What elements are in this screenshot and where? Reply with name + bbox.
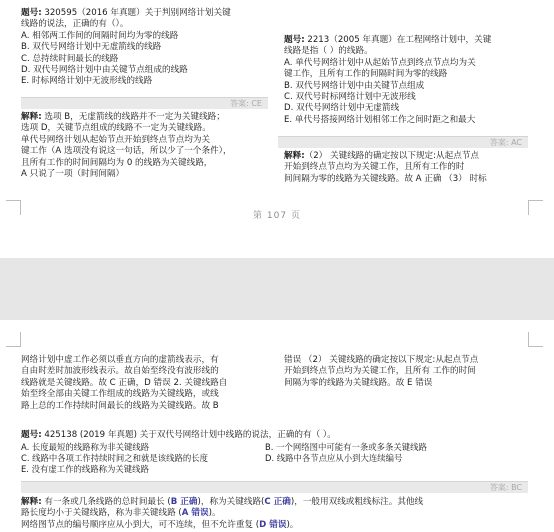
- answer-bar: 答案: AC: [278, 136, 528, 148]
- option-d: D. 双代号网络计划中由关键节点组成的线路: [21, 65, 188, 76]
- page-gap: [0, 258, 554, 320]
- explanation-text: 路长度均小于关键线路，称为非关键线路 (: [21, 508, 182, 519]
- explanation-line: 间间隔为零的线路为关键线路。故 A 正确 （3） 时标: [284, 173, 487, 184]
- option-a: A. 相邻两工作间的间隔时间均为零的线路: [21, 30, 179, 41]
- document-page-107: [0, 0, 554, 258]
- question-title: 320595（2016 年真题）关于判别网络计划关键: [41, 8, 231, 18]
- document-page-108: [0, 320, 554, 532]
- explanation-continued-right: [284, 355, 478, 389]
- explanation-text: )，称为关键线路(: [197, 497, 265, 507]
- text-line: 路上总的工作持续时间最长的线路为关键线路。故 B: [21, 400, 219, 411]
- explanation-line: 开始到终点节点均为关键工作，且所有工作的时: [284, 162, 465, 173]
- explanation-line: 选项 D，关键节点组成的线路不一定为关键线路。: [21, 123, 211, 134]
- explanation-line: 且所有工作的时间间隔均为 0 的线路为关键线路，: [21, 157, 213, 168]
- question-title: 425138 (2019 年真题) 关于双代号网络计划中线路的说法，正确的有（ ）。: [41, 430, 336, 440]
- answer-bar: 答案: CE: [21, 97, 268, 109]
- option-a: A. 单代号网络计划中从起始节点到终点节点均为关: [284, 57, 476, 68]
- answer-mark: D 错误: [259, 519, 287, 530]
- option-d: D. 线路中各节点应从小到大连续编号: [265, 453, 403, 463]
- question-id-label: 题号:: [284, 35, 305, 45]
- crop-mark: [6, 332, 21, 347]
- option-d: D. 双代号网络计划中无虚箭线: [284, 103, 400, 114]
- option-b: B. 一个网络图中可能有一条或多条关键线路: [265, 442, 427, 452]
- crop-mark: [528, 332, 543, 347]
- explanation-label: 解释:: [21, 497, 42, 507]
- option-b: B. 双代号网络计划中无虚箭线的线路: [21, 42, 162, 53]
- question-id-label: 题号:: [21, 8, 42, 18]
- answer-bar: 答案: BC: [21, 481, 528, 493]
- option-c: C. 双代号时标网络计划中无波形线: [284, 92, 416, 103]
- explanation-line: 单代号网络计划从起始节点开始到终点节点均为关: [21, 134, 211, 145]
- option-c: C. 线路中各项工作持续时间之和就是该线路的长度: [21, 453, 209, 463]
- option-c: C. 总持续时间最长的线路: [21, 53, 119, 64]
- option-a-cont: 键工作，且所有工作的间隔时间为零的线路: [284, 69, 448, 80]
- explanation-320595: [21, 112, 232, 180]
- text-line: 线路就是关键线路。故 C 正确，D 错误 2. 关键线路自: [21, 377, 228, 388]
- option-e: E. 时标网络计划中无波形线的线路: [21, 76, 153, 87]
- page-number: 第 107 页: [253, 211, 301, 221]
- explanation-text: 有一条或几条线路的总时间最长 (: [41, 497, 171, 507]
- text-line: 开始到终点节点均为关键工作，且所有 工作的时间: [284, 366, 476, 377]
- question-320595: [21, 8, 231, 88]
- option-a: A. 长度最短的线路称为非关键线路: [21, 442, 150, 452]
- answer-mark: A 错误: [181, 508, 209, 519]
- explanation-425138: [21, 497, 423, 531]
- text-line: 间隔为零的线路为关键线路。故 E 错误: [284, 377, 433, 388]
- explanation-label: 解释:: [284, 151, 305, 161]
- question-title: 2213（2005 年真题）在工程网络计划中，关键: [304, 35, 492, 45]
- explanation-label: 解释:: [21, 112, 42, 122]
- explanation-continued-left: [21, 355, 227, 412]
- question-title-cont: 线路的说法，正确的有（）。: [21, 19, 129, 30]
- question-header: [21, 8, 231, 19]
- question-2213: [284, 35, 491, 126]
- explanation-text: )。: [286, 519, 299, 530]
- question-title-cont: 线路是指（ ）的线路。: [284, 46, 373, 57]
- question-425138: [21, 430, 336, 441]
- explanation-text: )。: [208, 508, 221, 519]
- text-line: 网络计划中虚工作必须以垂直方向的虚箭线表示，有: [21, 355, 219, 365]
- question-id-label: 题号:: [21, 430, 42, 440]
- explanation-2213: [284, 151, 487, 185]
- explanation-line: 选项 B，无虚箭线的线路并不一定为关键线路；: [41, 112, 225, 122]
- explanation-line: A 只说了一项（时间间隔）: [21, 169, 125, 180]
- explanation-line: 键工作（A 选项没有说这一句话，所以少了一个条件），: [21, 146, 232, 157]
- text-line: 错误 （2） 关键线路的确定按以下规定:从起点节点: [284, 355, 479, 365]
- explanation-text: 网络图节点的编号顺序应从小到大，可不连续，但不允许重复 (: [21, 519, 260, 530]
- explanation-text: )，一般用双线或粗线标注。其他线: [290, 497, 424, 507]
- answer-mark: C 正确: [264, 497, 291, 507]
- option-e: E. 单代号搭接网络计划相邻工作之间时距之和最大: [284, 114, 476, 125]
- text-line: 自由时差时加波形线表示。故自始至终没有波形线的: [21, 366, 219, 377]
- option-b: B. 双代号网络计划中由关键节点组成: [284, 80, 425, 91]
- answer-mark: B 正确: [170, 497, 198, 507]
- text-line: 始至终全部由关键工作组成的线路为关键线路，或线: [21, 389, 219, 400]
- option-e: E. 没有虚工作的线路称为关键线路: [21, 464, 149, 474]
- explanation-line: （2） 关键线路的确定按以下规定:从起点节点: [304, 151, 480, 161]
